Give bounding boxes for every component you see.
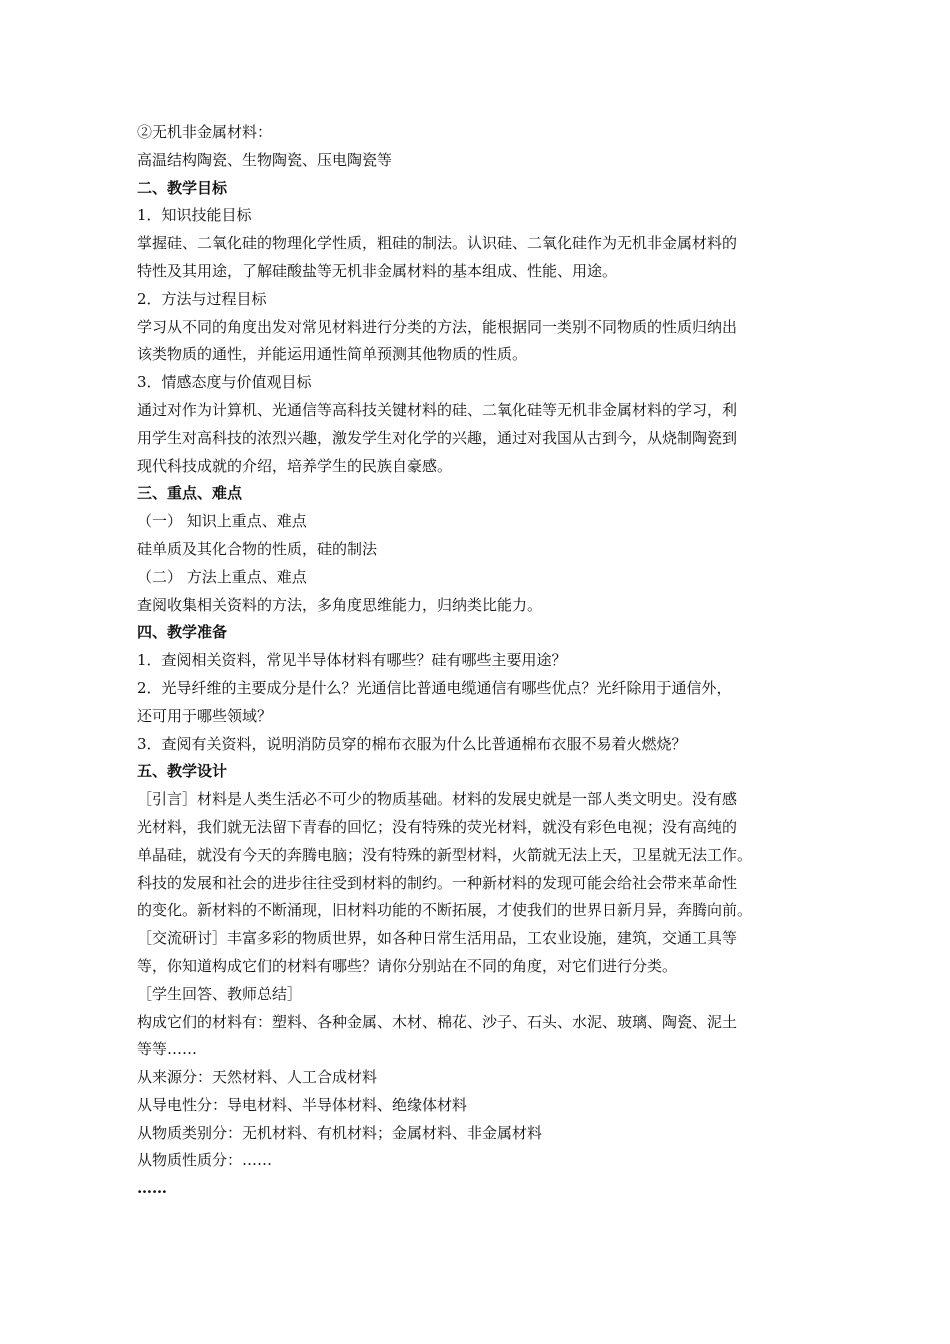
text-line: 用学生对高科技的浓烈兴趣，激发学生对化学的兴趣，通过对我国从古到今，从烧制陶瓷到 [137, 428, 738, 447]
text-line: 从物质类别分：无机材料、有机材料；金属材料、非金属材料 [137, 1123, 543, 1142]
text-line: 2．光导纤维的主要成分是什么？光通信比普通电缆通信有哪些优点？光纤除用于通信外， [137, 678, 732, 697]
document-body [137, 119, 827, 1203]
text-line: 该类物质的通性，并能运用通性简单预测其他物质的性质。 [137, 345, 528, 364]
text-line: ②无机非金属材料： [137, 123, 273, 141]
text-line: 通过对作为计算机、光通信等高科技关键材料的硅、二氧化硅等无机非金属材料的学习，利 [137, 400, 738, 419]
text-line: ［引言］材料是人类生活必不可少的物质基础。材料的发展史就是一部人类文明史。没有感 [137, 790, 738, 809]
text-line: ［交流研讨］丰富多彩的物质世界，如各种日常生活用品，工农业设施，建筑，交通工具等 [137, 929, 738, 948]
text-line: 从导电性分：导电材料、半导体材料、绝缘体材料 [137, 1095, 468, 1114]
text-line: 1．查阅相关资料，常见半导体材料有哪些？硅有哪些主要用途？ [137, 651, 567, 670]
section-heading: 五、教学设计 [137, 762, 228, 781]
text-line: 构成它们的材料有：塑料、各种金属、木材、棉花、沙子、石头、水泥、玻璃、陶瓷、泥土 [137, 1012, 738, 1031]
text-line: 学习从不同的角度出发对常见材料进行分类的方法，能根据同一类别不同物质的性质归纳出 [137, 317, 738, 336]
section-heading: 二、教学目标 [137, 178, 228, 197]
section-heading: 三、重点、难点 [137, 484, 243, 503]
text-line: 光材料，我们就无法留下青春的回忆；没有特殊的荧光材料，就没有彩色电视；没有高纯的 [137, 817, 738, 836]
text-line: 从物质性质分：…… [137, 1151, 273, 1170]
text-line: 单晶硅，就没有今天的奔腾电脑；没有特殊的新型材料，火箭就无法上天，卫星就无法工作。 [137, 845, 753, 864]
text-line: 还可用于哪些领域？ [137, 706, 273, 725]
section-heading: 四、教学准备 [137, 623, 228, 642]
section-heading: …… [137, 1179, 167, 1198]
text-line: 科技的发展和社会的进步往往受到材料的制约。一种新材料的发现可能会给社会带来革命性 [137, 873, 738, 892]
text-line: 2．方法与过程目标 [137, 289, 267, 308]
text-line: 现代科技成就的介绍，培养学生的民族自豪感。 [137, 456, 453, 475]
text-line: 查阅收集相关资料的方法，多角度思维能力，归纳类比能力。 [137, 595, 543, 614]
text-line: （一） 知识上重点、难点 [137, 512, 307, 531]
text-line: 从来源分：天然材料、人工合成材料 [137, 1068, 378, 1087]
text-line: （二） 方法上重点、难点 [137, 567, 307, 586]
text-line: ［学生回答、教师总结］ [137, 984, 303, 1003]
text-line: 1．知识技能目标 [137, 206, 252, 225]
text-line: 高温结构陶瓷、生物陶瓷、压电陶瓷等 [137, 150, 393, 169]
text-line: 3．情感态度与价值观目标 [137, 373, 312, 392]
text-line: 的变化。新材料的不断涌现，旧材料功能的不断拓展，才使我们的世界日新月异，奔腾向前。 [137, 901, 753, 920]
text-line: 特性及其用途，了解硅酸盐等无机非金属材料的基本组成、性能、用途。 [137, 261, 618, 280]
text-line: 硅单质及其化合物的性质，硅的制法 [137, 539, 378, 558]
text-line: 3．查阅有关资料，说明消防员穿的棉布衣服为什么比普通棉布衣服不易着火燃烧？ [137, 734, 687, 753]
text-line: 等等…… [137, 1040, 198, 1059]
text-line: 掌握硅、二氧化硅的物理化学性质，粗硅的制法。认识硅、二氧化硅作为无机非金属材料的 [137, 234, 738, 253]
text-line: 等，你知道构成它们的材料有哪些？请你分别站在不同的角度，对它们进行分类。 [137, 956, 678, 975]
